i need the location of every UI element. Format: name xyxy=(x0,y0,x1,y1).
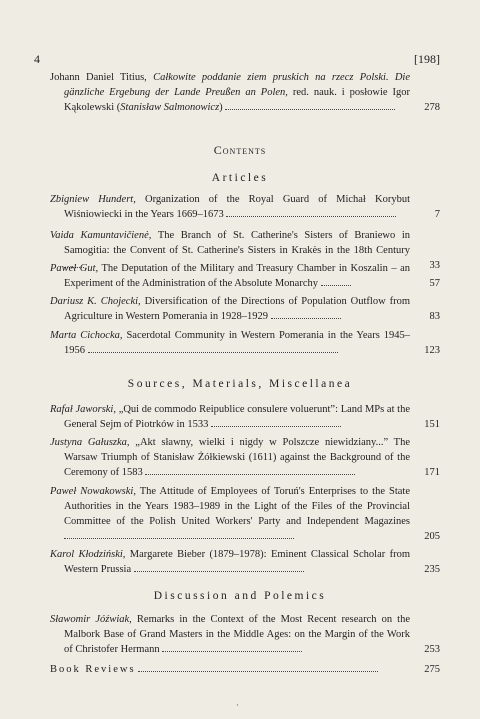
toc-entry: Paweł Gut, The Deputation of the Military and Treasury Chamber in Koszalin – an Experiment of the Administration of the Absolute Monarchy 57 xyxy=(50,263,440,289)
entry-page: 278 xyxy=(424,102,440,113)
page-mark: · xyxy=(236,700,239,710)
toc-entry: Rafał Jaworski, „Qui de commodo Reipublice consulere voluerunt”: Land MPs at the General Sejm of Piotrków in 1533 151 xyxy=(50,404,440,430)
section-articles: Articles xyxy=(211,172,269,184)
bracket-page-number: [198] xyxy=(414,52,440,66)
toc-entry: Karol Kłodziński, Margarete Bieber (1879–1978): Eminent Classical Scholar from Western Prussia 235 xyxy=(50,549,440,575)
top-entry: Johann Daniel Titius, Całkowite poddanie ziem pruskich na rzecz Polski. Die gänzliche Ergebung der Lande Preußen an Polen, red. nauk. i posłowie Igor Kąkolewski (Stanisław Salmonowicz) 278 xyxy=(50,72,440,113)
toc-entry: Zbigniew Hundert, Organization of the Royal Guard of Michał Korybut Wiśniowiecki in the Years 1669–1673 7 xyxy=(50,194,440,220)
toc-entry: Justyna Gałuszka, „Akt sławny, wielki i nigdy w Polszcze niewidziany...” The Warsaw Triumph of Stanisław Żółkiewski (1611) against the Background of the Ceremony of 1583 171 xyxy=(50,437,440,478)
toc-entry: Paweł Nowakowski, The Attitude of Employees of Toruń's Enterprises to the State Authorities in the Years 1983–1989 in the Light of the Files of the Provincial Committee of the Polish United Workers' Party and Independent Magazines 205 xyxy=(50,486,440,542)
section-discussion: Discussion and Polemics xyxy=(153,590,327,602)
section-sources: Sources, Materials, Miscellanea xyxy=(127,378,353,390)
toc-entry: Vaida Kamuntavičienė, The Branch of St. Catherine's Sisters of Braniewo in Samogitia: the Convent of St. Catherine's Sisters in Krakės in the 18th Century 33 xyxy=(50,230,440,271)
toc-entry: Sławomir Jóźwiak, Remarks in the Context of the Most Recent research on the Malbork Base of Grand Masters in the Middle Ages: on the Margin of the Work of Christofer Hermann 253 xyxy=(50,614,440,655)
page-number: 4 xyxy=(34,52,40,66)
toc-entry: Marta Cichocka, Sacerdotal Community in Western Pomerania in the Years 1945–1956 123 xyxy=(50,330,440,356)
contents-heading: Contents xyxy=(213,143,267,157)
book-reviews-entry: Book Reviews 275 xyxy=(50,664,440,675)
toc-entry: Dariusz K. Chojecki, Diversification of the Directions of Population Outflow from Agriculture in Western Pomerania in 1928–1929 83 xyxy=(50,296,440,322)
